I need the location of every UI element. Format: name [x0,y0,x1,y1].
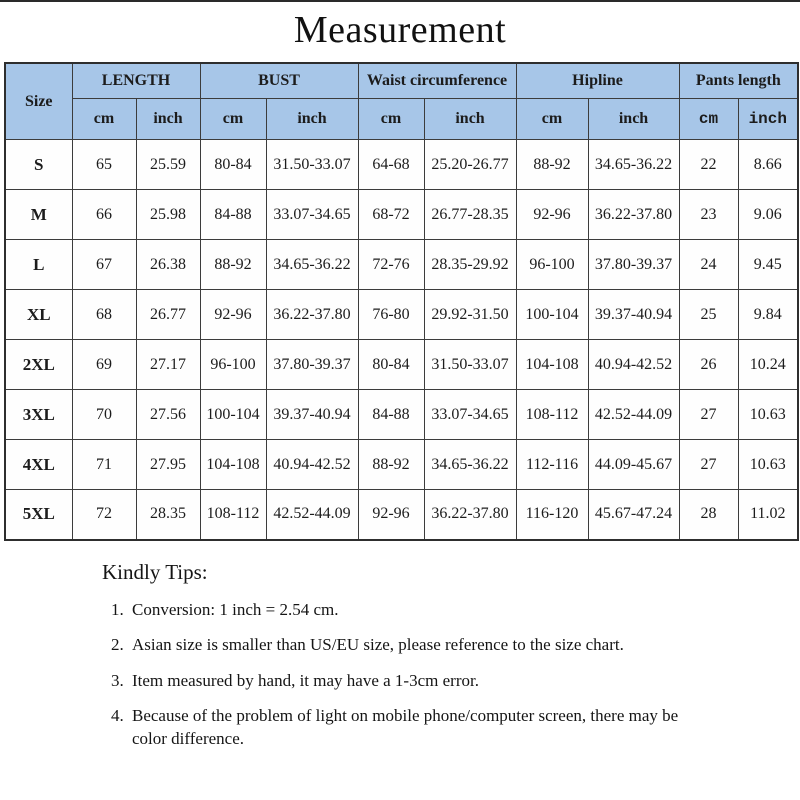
size-label: 2XL [5,340,72,390]
measurement-cell: 116-120 [516,490,588,540]
size-label: XL [5,290,72,340]
measurement-cell: 96-100 [200,340,266,390]
measurement-cell: 100-104 [200,390,266,440]
measurement-cell: 31.50-33.07 [424,340,516,390]
measurement-cell: 40.94-42.52 [588,340,679,390]
measurement-cell: 67 [72,240,136,290]
measurement-cell: 108-112 [200,490,266,540]
measurement-cell: 25 [679,290,738,340]
measurement-cell: 26.38 [136,240,200,290]
unit-header-row [5,99,798,140]
column-header-size: Size [5,63,72,140]
measurement-cell: 25.59 [136,140,200,190]
column-header-bust: BUST [200,63,358,99]
measurement-cell: 104-108 [516,340,588,390]
measurement-cell: 112-116 [516,440,588,490]
measurement-cell: 27 [679,390,738,440]
measurement-cell: 84-88 [200,190,266,240]
size-label: 5XL [5,490,72,540]
measurement-cell: 100-104 [516,290,588,340]
column-header-hipline: Hipline [516,63,679,99]
measurement-cell: 27.56 [136,390,200,440]
measurement-cell: 25.98 [136,190,200,240]
size-label: L [5,240,72,290]
table-row [5,490,798,540]
measurement-cell: 37.80-39.37 [588,240,679,290]
column-header-pants-length: Pants length [679,63,798,99]
table-row [5,190,798,240]
measurement-cell: 9.84 [738,290,798,340]
measurement-cell: 33.07-34.65 [266,190,358,240]
size-label: 4XL [5,440,72,490]
measurement-cell: 64-68 [358,140,424,190]
measurement-cell: 68 [72,290,136,340]
table-row [5,440,798,490]
measurement-cell: 40.94-42.52 [266,440,358,490]
column-header-length: LENGTH [72,63,200,99]
measurement-cell: 84-88 [358,390,424,440]
page-title: Measurement [293,9,507,51]
table-row [5,390,798,440]
unit-header-pants-cm: cm [679,99,738,140]
measurement-cell: 29.92-31.50 [424,290,516,340]
measurement-cell: 72-76 [358,240,424,290]
table-row [5,240,798,290]
measurement-cell: 27.17 [136,340,200,390]
table-row [5,340,798,390]
measurement-cell: 42.52-44.09 [588,390,679,440]
measurement-cell: 10.24 [738,340,798,390]
measurement-cell: 27.95 [136,440,200,490]
measurement-cell: 92-96 [200,290,266,340]
measurement-cell: 11.02 [738,490,798,540]
column-header-waist: Waist circumference [358,63,516,99]
measurement-cell: 88-92 [200,240,266,290]
measurement-cell: 45.67-47.24 [588,490,679,540]
measurement-cell: 68-72 [358,190,424,240]
unit-header-bust-cm: cm [200,99,266,140]
measurement-cell: 23 [679,190,738,240]
measurement-cell: 70 [72,390,136,440]
measurement-cell: 88-92 [358,440,424,490]
measurement-cell: 8.66 [738,140,798,190]
unit-header-waist-inch: inch [424,99,516,140]
unit-header-waist-cm: cm [358,99,424,140]
measurement-cell: 33.07-34.65 [424,390,516,440]
measurement-cell: 28.35 [136,490,200,540]
table-row [5,290,798,340]
measurement-cell: 104-108 [200,440,266,490]
measurement-cell: 80-84 [200,140,266,190]
measurement-cell: 72 [72,490,136,540]
table-header [5,63,798,140]
measurement-cell: 92-96 [516,190,588,240]
measurement-cell: 76-80 [358,290,424,340]
measurement-cell: 26.77 [136,290,200,340]
size-label: S [5,140,72,190]
unit-header-hipline-inch: inch [588,99,679,140]
unit-header-bust-inch: inch [266,99,358,140]
unit-header-length-cm: cm [72,99,136,140]
measurement-cell: 28 [679,490,738,540]
measurement-cell: 71 [72,440,136,490]
measurement-cell: 34.65-36.22 [266,240,358,290]
size-label: M [5,190,72,240]
measurement-cell: 36.22-37.80 [266,290,358,340]
measurement-cell: 39.37-40.94 [266,390,358,440]
measurement-cell: 34.65-36.22 [588,140,679,190]
measurement-cell: 22 [679,140,738,190]
measurement-cell: 31.50-33.07 [266,140,358,190]
kindly-tips-heading: Kindly Tips: [102,560,208,584]
measurement-cell: 36.22-37.80 [424,490,516,540]
tip-item: 1. Conversion: 1 inch = 2.54 cm. [128,599,683,621]
measurement-cell: 26 [679,340,738,390]
measurement-cell: 69 [72,340,136,390]
measurement-cell: 24 [679,240,738,290]
measurement-cell: 26.77-28.35 [424,190,516,240]
measurement-cell: 34.65-36.22 [424,440,516,490]
kindly-tips-section [102,560,702,763]
group-header-row [5,63,798,99]
measurement-cell: 92-96 [358,490,424,540]
measurement-cell: 10.63 [738,440,798,490]
measurement-cell: 65 [72,140,136,190]
measurement-cell: 27 [679,440,738,490]
measurement-cell: 37.80-39.37 [266,340,358,390]
measurement-cell: 44.09-45.67 [588,440,679,490]
measurement-cell: 66 [72,190,136,240]
measurement-cell: 9.06 [738,190,798,240]
measurement-cell: 39.37-40.94 [588,290,679,340]
measurement-cell: 9.45 [738,240,798,290]
size-table-body [5,140,798,540]
measurement-cell: 80-84 [358,340,424,390]
unit-header-pants-inch: inch [738,99,798,140]
measurement-cell: 96-100 [516,240,588,290]
top-border-line [0,0,800,2]
tip-item: 4. Because of the problem of light on mobile phone/computer screen, there may be color difference. [128,705,683,750]
measurement-cell: 25.20-26.77 [424,140,516,190]
table-row [5,140,798,190]
tip-item: 3. Item measured by hand, it may have a 1-3cm error. [128,670,683,692]
tip-item: 2. Asian size is smaller than US/EU size, please reference to the size chart. [128,634,683,656]
kindly-tips-list [102,599,683,750]
size-chart-table [4,62,799,541]
size-label: 3XL [5,390,72,440]
measurement-cell: 88-92 [516,140,588,190]
measurement-cell: 42.52-44.09 [266,490,358,540]
measurement-cell: 108-112 [516,390,588,440]
measurement-cell: 36.22-37.80 [588,190,679,240]
measurement-cell: 10.63 [738,390,798,440]
unit-header-hipline-cm: cm [516,99,588,140]
measurement-cell: 28.35-29.92 [424,240,516,290]
unit-header-length-inch: inch [136,99,200,140]
